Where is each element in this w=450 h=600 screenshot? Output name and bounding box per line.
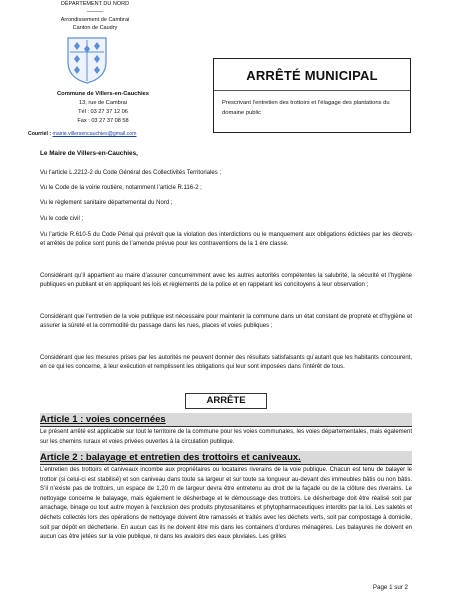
document-title: ARRÊTÉ MUNICIPAL xyxy=(246,68,378,83)
commune-fax: Fax : 03 27 37 08 58 xyxy=(77,118,129,124)
article-1-text: Le présent arrêté est applicable sur tout le territoire de la commune pour les voies communales, les voies départementales, mais également sur les chemins ruraux et voies privées ouvertes à la circulation publique. xyxy=(40,429,412,445)
commune-name: Commune de Villers-en-Cauchies xyxy=(56,91,150,97)
title-box xyxy=(213,58,411,133)
courriel-label: Courriel : xyxy=(28,131,52,137)
vu-paragraph: Vu l’article L.2212-2 du Code Général des Collectivités Territoriales ; xyxy=(40,170,222,176)
article-1-heading xyxy=(40,413,412,427)
courriel-link[interactable]: mairie.villersencauchies@gmail.com xyxy=(52,131,137,137)
considerant-paragraph: Considérant que l’entretien de la voie publique est nécessaire pour maintenir la commune dans un état constant de propreté et d’hygiène et assurer la sûreté et la commodité du passage dans les rues, places et voies publiques ; xyxy=(40,314,412,329)
commune-address: 13, rue de Cambrai xyxy=(79,100,127,106)
commune-tel: Tél : 03 27 37 12 06 xyxy=(78,109,128,115)
vu-paragraph: Vu le Code de la voirie routière, notamment l’article R.116-2 ; xyxy=(40,185,202,191)
courriel-line xyxy=(28,131,137,137)
canton: Canton de Caudry xyxy=(72,25,118,31)
considerant-paragraph: Considérant qu’il appartient au maire d’assurer concurremment avec les autres autorités compétentes la salubrité, la sécurité et l’hygiène publiques en publiant et en appliquant les lois et règlements de la police et en rappelant les concitoyens à leur observation ; xyxy=(40,273,412,288)
department-header xyxy=(40,0,150,32)
vu-paragraph: Vu le code civil ; xyxy=(40,216,84,222)
arrondissement: Arrondissement de Cambrai xyxy=(60,17,130,23)
vu-paragraph: Vu l’article R.610-5 du Code Pénal qui prévoit que la violation des interdictions ou le manquement aux obligations édictées par les décrets et arrêtés de police sont punis de l’amende prévue pour les contraventions de la 1 ère classe. xyxy=(40,232,412,247)
article-2-text: L’entretien des trottoirs et caniveaux incombe aux propriétaires ou locataires riverains de la voie publique. Chacun est tenu de balayer le trottoir (si celui-ci est stabilisé) et son caniveau dans toute sa largeur et sur toute sa longueur au-devant des immeubles bâtis ou non bâtis. S’il n’existe pas de trottoirs, un espace de 1,20 m de largeur devra être entretenu au droit de la façade ou de la clôture des riverains. Le nettoyage concerne le balayage, mais également le désherbage et le démoussage des trottoirs. Le désherbage doit être réalisé soit par arrachage, binage ou tout autre moyen à l’exclusion des produits phytosanitaires et phytopharmaceutiques interdits par la loi. Les saletés et déchets collectés lors des opérations de nettoyage doivent être ramassés et traités avec les déchets verts, soit par compostage à domicile, soit par dépôt en déchetterie. En aucun cas ils ne doivent être mis dans les containers d’ordures ménagères. Les balayures ne doivent en aucun cas être jetées sur la voie publique, ni dans les avaloirs des eaux pluviales. Les grilles xyxy=(40,467,412,541)
department-name: DÉPARTEMENT DU NORD xyxy=(60,1,130,7)
commune-block xyxy=(28,90,178,126)
article-1-title: Article 1 : voies concernées xyxy=(40,414,166,425)
document-description: Prescrivant l’entretien des trottoirs et l’élagage des plantations du domaine public xyxy=(222,100,390,116)
page-number: Page 1 sur 2 xyxy=(372,584,408,591)
header-dash: ——— xyxy=(86,9,104,15)
considerant-paragraph: Considérant que les mesures prises par les autorités ne peuvent donner des résultats satisfaisants qu’autant que les habitants concourent, en ce qui les concerne, à leur exécution et remplissent les obligations qui leur sont imposées dans l’intérêt de tous. xyxy=(40,355,412,370)
maire-line: Le Maire de Villers-en-Cauchies, xyxy=(40,150,138,157)
article-2-heading xyxy=(40,451,412,465)
vu-paragraph: Vu le règlement sanitaire départemental du Nord ; xyxy=(40,200,173,206)
coat-of-arms-icon xyxy=(66,36,108,84)
arrete-heading: ARRÊTE xyxy=(185,393,267,409)
article-2-title: Article 2 : balayage et entretien des trottoirs et caniveaux. xyxy=(40,452,301,463)
